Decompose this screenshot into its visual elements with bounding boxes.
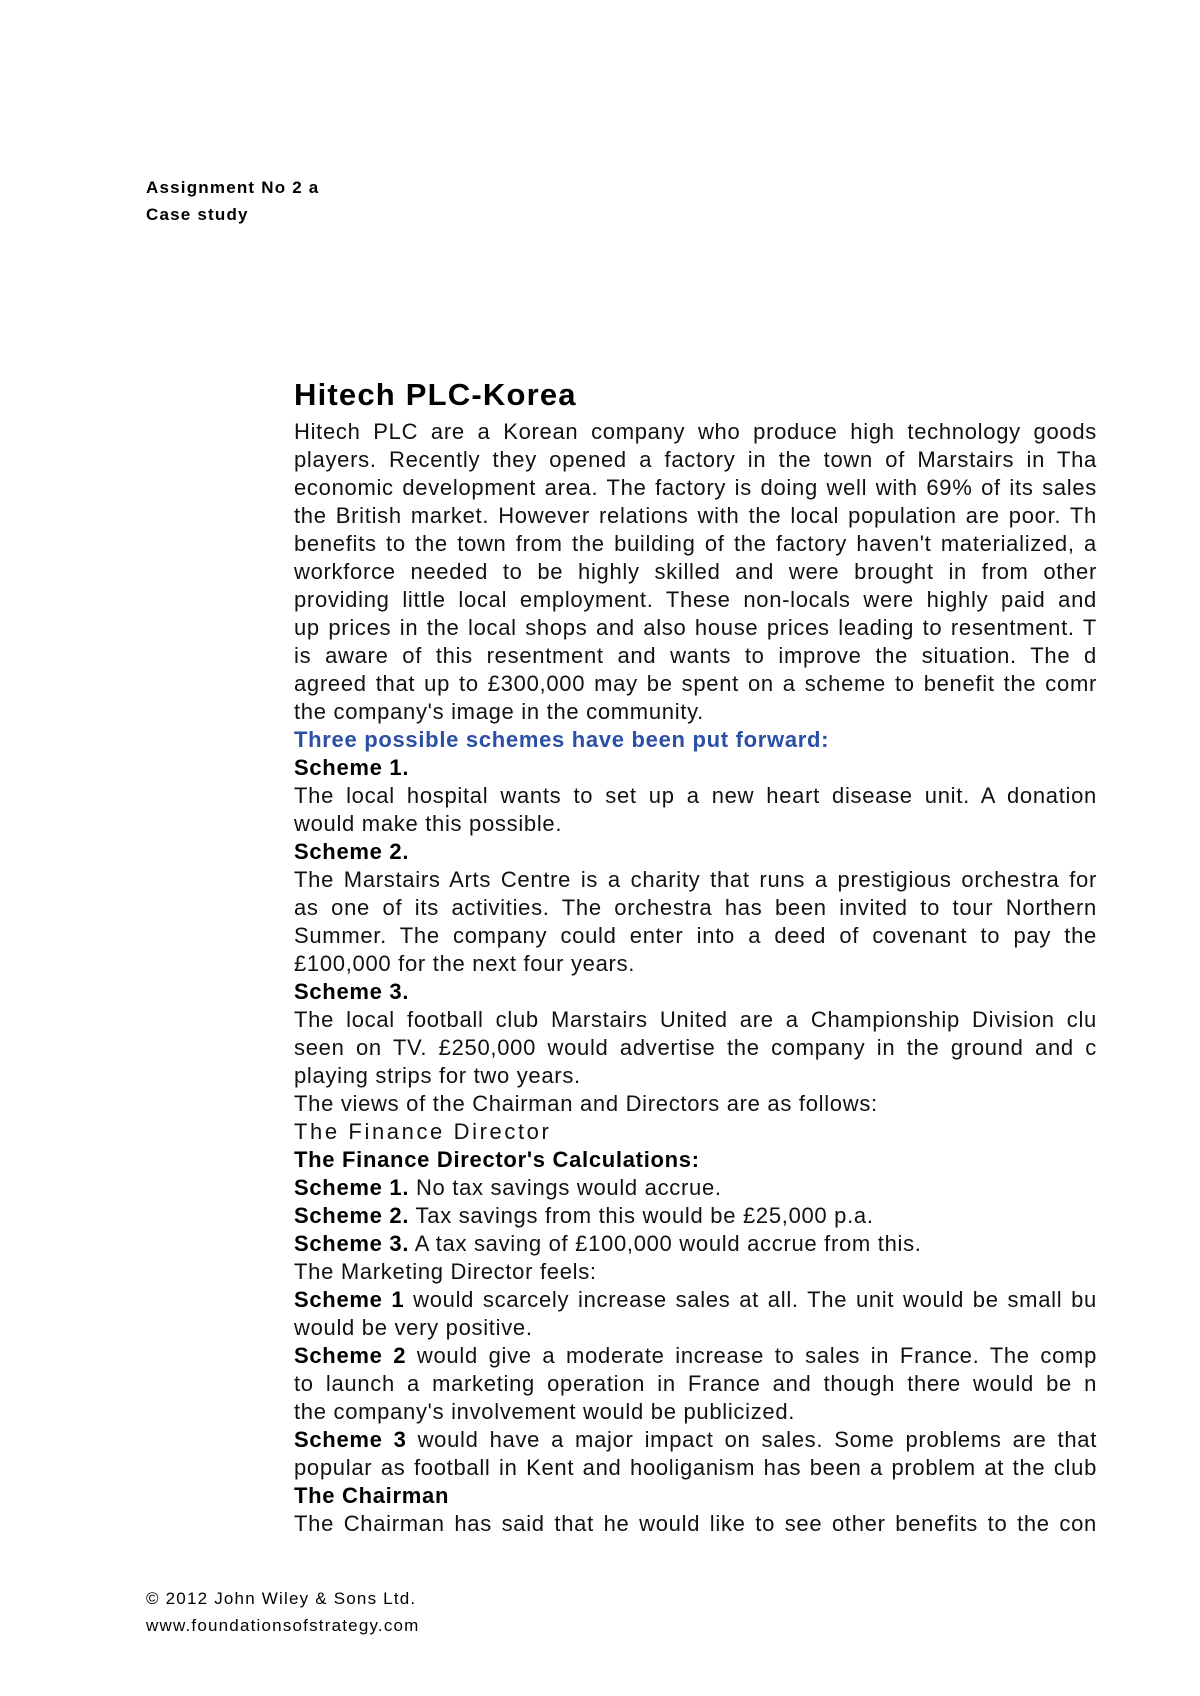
finance-item [294, 1230, 1097, 1258]
scheme-label: Scheme 1. [294, 755, 410, 780]
marketing-item-line: would be very positive. [294, 1315, 533, 1340]
scheme-label: Scheme 3. [294, 979, 410, 1004]
finance-item-text: No tax savings would accrue. [409, 1175, 722, 1200]
intro-line: up prices in the local shops and also house prices leading to resentment. T [294, 615, 1097, 640]
scheme-label: Scheme 2. [294, 839, 410, 864]
scheme-description-line: as one of its activities. The orchestra has been invited to tour Northern [294, 895, 1097, 920]
chairman-line: The Chairman has said that he would like to see other benefits to the con [294, 1511, 1097, 1536]
marketing-item-line [294, 1342, 1097, 1370]
scheme-description-line: £100,000 for the next four years. [294, 951, 636, 976]
page-footer [146, 1585, 420, 1639]
intro-line: the company's image in the community. [294, 699, 704, 724]
schemes-heading: Three possible schemes have been put forward: [294, 727, 830, 752]
finance-item-text: A tax saving of £100,000 would accrue from this. [409, 1231, 922, 1256]
finance-director-title: The Finance Director [294, 1119, 552, 1144]
scheme-description-line: The local hospital wants to set up a new heart disease unit. A donation [294, 783, 1097, 808]
copyright-notice: © 2012 John Wiley & Sons Ltd. [146, 1589, 417, 1608]
page-header [146, 174, 319, 228]
marketing-item-label: Scheme 2 [294, 1343, 407, 1368]
scheme-description-line: seen on TV. £250,000 would advertise the company in the ground and c [294, 1035, 1097, 1060]
scheme-description-line: playing strips for two years. [294, 1063, 581, 1088]
finance-item-text: Tax savings from this would be £25,000 p.a. [409, 1203, 874, 1228]
marketing-item-line [294, 1286, 1097, 1314]
intro-line: benefits to the town from the building of the factory haven't materialized, a [294, 531, 1097, 556]
chairman-heading: The Chairman [294, 1483, 450, 1508]
finance-director-calculations-heading: The Finance Director's Calculations: [294, 1147, 700, 1172]
intro-line: providing little local employment. These non-locals were highly paid and [294, 587, 1097, 612]
case-study-body [294, 418, 1097, 1538]
intro-line: players. Recently they opened a factory in the town of Marstairs in Tha [294, 447, 1097, 472]
marketing-item-text: would have a major impact on sales. Some problems are that [406, 1427, 1097, 1452]
scheme-description-line: The Marstairs Arts Centre is a charity that runs a prestigious orchestra for [294, 867, 1097, 892]
intro-line: workforce needed to be highly skilled and were brought in from other [294, 559, 1097, 584]
scheme-description-line: would make this possible. [294, 811, 563, 836]
finance-item [294, 1174, 1097, 1202]
scheme-description-line: Summer. The company could enter into a deed of covenant to pay the [294, 923, 1097, 948]
finance-item-label: Scheme 1. [294, 1175, 410, 1200]
marketing-item-line: to launch a marketing operation in France and though there would be n [294, 1371, 1097, 1396]
finance-item [294, 1202, 1097, 1230]
document-title: Hitech PLC-Korea [294, 377, 577, 412]
marketing-item-line: the company's involvement would be publicized. [294, 1399, 796, 1424]
marketing-item-line: popular as football in Kent and hooliganism has been a problem at the club [294, 1455, 1097, 1480]
assignment-number: Assignment No 2 a [146, 178, 320, 197]
marketing-director-intro: The Marketing Director feels: [294, 1259, 597, 1284]
finance-item-label: Scheme 3. [294, 1231, 410, 1256]
finance-item-label: Scheme 2. [294, 1203, 410, 1228]
marketing-item-label: Scheme 1 [294, 1287, 405, 1312]
marketing-item-text: would scarcely increase sales at all. The unit would be small bu [404, 1287, 1097, 1312]
intro-line: economic development area. The factory is doing well with 69% of its sales [294, 475, 1097, 500]
intro-line: is aware of this resentment and wants to improve the situation. The d [294, 643, 1097, 668]
intro-line: the British market. However relations with the local population are poor. Th [294, 503, 1097, 528]
marketing-item-text: would give a moderate increase to sales in France. The comp [406, 1343, 1097, 1368]
website-url: www.foundationsofstrategy.com [146, 1616, 420, 1635]
views-intro: The views of the Chairman and Directors are as follows: [294, 1091, 878, 1116]
intro-line: Hitech PLC are a Korean company who produce high technology goods [294, 419, 1097, 444]
scheme-description-line: The local football club Marstairs United are a Championship Division clu [294, 1007, 1097, 1032]
intro-line: agreed that up to £300,000 may be spent on a scheme to benefit the comr [294, 671, 1097, 696]
case-type: Case study [146, 205, 249, 224]
marketing-item-line [294, 1426, 1097, 1454]
marketing-item-label: Scheme 3 [294, 1427, 407, 1452]
